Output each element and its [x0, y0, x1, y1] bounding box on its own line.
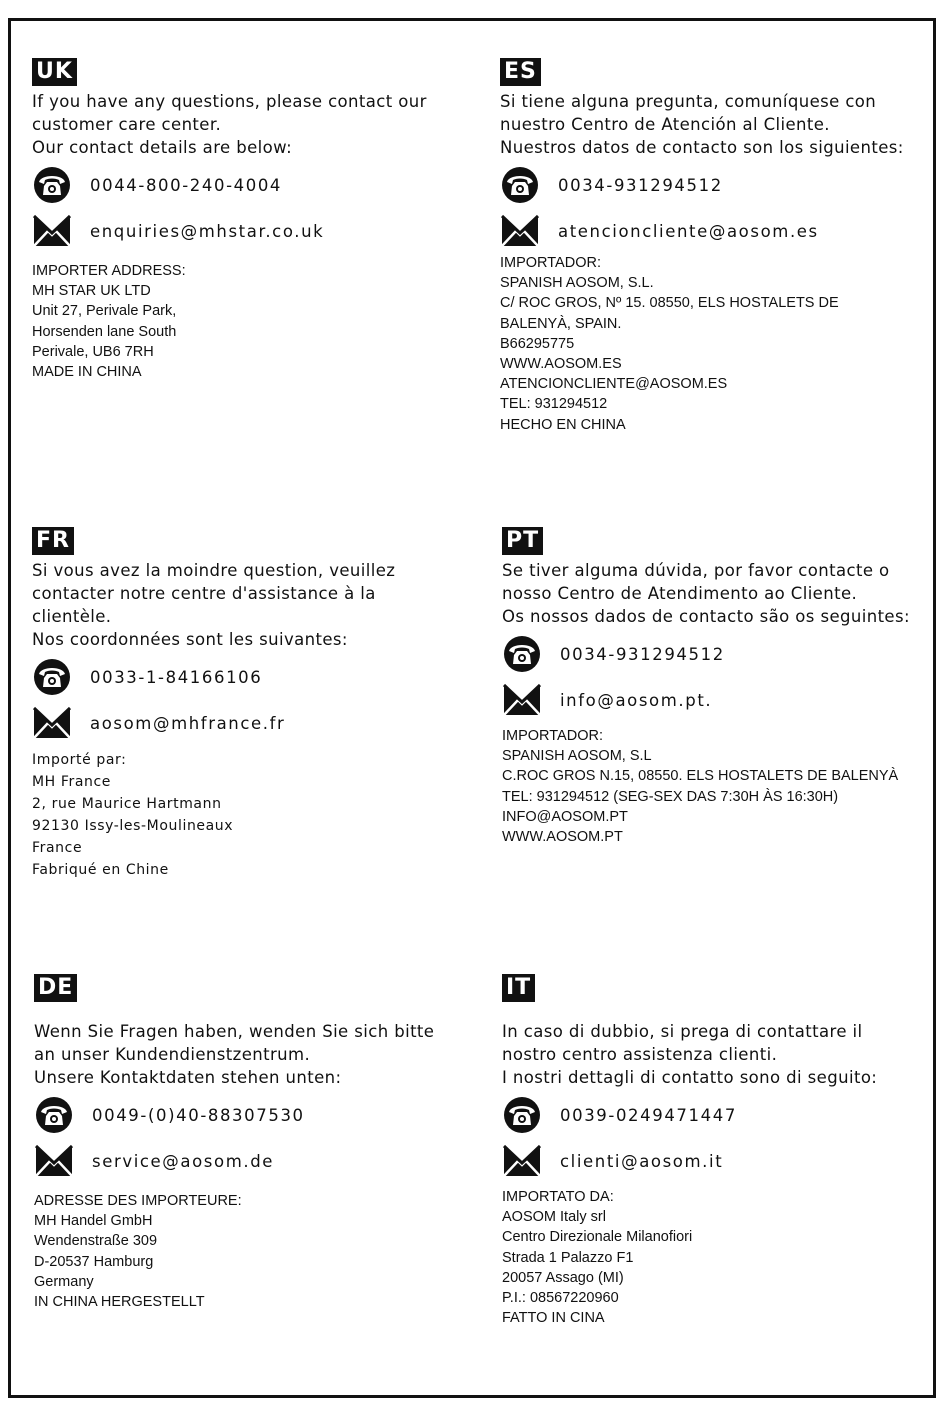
- contact-intro: [32, 90, 472, 159]
- phone-number[interactable]: 0033-1-84166106: [90, 667, 263, 687]
- intro-line: I nostri dettagli di contatto sono di seguito:: [502, 1068, 878, 1087]
- country-code-badge: ES: [500, 58, 541, 86]
- address-line: BALENYÀ, SPAIN.: [500, 315, 622, 332]
- email-row: [502, 680, 942, 720]
- envelope-icon: [502, 1143, 542, 1179]
- intro-line: Unsere Kontaktdaten stehen unten:: [34, 1068, 342, 1087]
- intro-line: Si vous avez la moindre question, veuillez: [32, 561, 396, 580]
- address-line: Germany: [34, 1273, 94, 1290]
- address-line: MH Handel GmbH: [34, 1213, 153, 1230]
- intro-line: If you have any questions, please contact our: [32, 92, 427, 111]
- phone-row: [502, 634, 942, 674]
- address-line: WWW.AOSOM.ES: [500, 356, 622, 373]
- address-line: AOSOM Italy srl: [502, 1209, 606, 1226]
- address-line: MH France: [32, 774, 112, 790]
- phone-number[interactable]: 0044-800-240-4004: [90, 175, 283, 195]
- intro-line: Nuestros datos de contacto son los siguientes:: [500, 138, 904, 157]
- telephone-icon: [502, 1097, 542, 1133]
- address-line: SPANISH AOSOM, S.L.: [500, 275, 654, 292]
- address-line: IMPORTER ADDRESS:: [32, 263, 186, 279]
- email-address[interactable]: enquiries@mhstar.co.uk: [90, 221, 325, 241]
- address-line: Fabriqué en Chine: [32, 862, 169, 878]
- intro-line: Our contact details are below:: [32, 138, 293, 157]
- envelope-icon: [502, 682, 542, 718]
- address-line: MADE IN CHINA: [32, 364, 142, 381]
- address-line: Horsenden lane South: [32, 323, 177, 340]
- phone-row: [32, 657, 472, 697]
- intro-line: Si tiene alguna pregunta, comuníquese con: [500, 92, 877, 111]
- address-line: IN CHINA HERGESTELLT: [34, 1294, 205, 1311]
- importer-address: [32, 749, 472, 881]
- telephone-icon: [32, 167, 72, 203]
- section-it: [502, 974, 942, 1328]
- address-line: ADRESSE DES IMPORTEURE:: [34, 1193, 242, 1209]
- phone-row: [500, 165, 940, 205]
- address-line: 20057 Assago (MI): [502, 1269, 624, 1286]
- intro-line: Se tiver alguma dúvida, por favor contacte o: [502, 561, 890, 580]
- address-line: ATENCIONCLIENTE@AOSOM.ES: [500, 376, 728, 393]
- intro-line: Os nossos dados de contacto são os seguintes:: [502, 607, 910, 626]
- address-line: C/ ROC GROS, Nº 15. 08550, ELS HOSTALETS DE: [500, 295, 839, 312]
- intro-line: customer care center.: [32, 115, 222, 134]
- intro-line: contacter notre centre d'assistance à la: [32, 584, 376, 603]
- envelope-icon: [34, 1143, 74, 1179]
- address-line: WWW.AOSOM.PT: [502, 829, 623, 846]
- address-line: Centro Direzionale Milanofiori: [502, 1229, 693, 1246]
- country-code-badge: PT: [502, 527, 543, 555]
- contact-intro: [34, 1020, 474, 1089]
- intro-line: In caso di dubbio, si prega di contattare il: [502, 1022, 863, 1041]
- country-code-badge: FR: [32, 527, 74, 555]
- address-line: France: [32, 840, 83, 856]
- phone-row: [34, 1095, 474, 1135]
- address-line: IMPORTADOR:: [502, 728, 603, 744]
- address-line: P.I.: 08567220960: [502, 1290, 619, 1307]
- email-row: [500, 211, 940, 251]
- address-line: Strada 1 Palazzo F1: [502, 1249, 634, 1266]
- section-es: [500, 58, 940, 435]
- contact-intro: [502, 559, 942, 628]
- telephone-icon: [500, 167, 540, 203]
- address-line: FATTO IN CINA: [502, 1310, 605, 1327]
- contact-intro: [32, 559, 472, 651]
- envelope-icon: [500, 213, 540, 249]
- email-address[interactable]: clienti@aosom.it: [560, 1151, 724, 1171]
- address-line: Perivale, UB6 7RH: [32, 343, 154, 360]
- intro-line: nuestro Centro de Atención al Cliente.: [500, 115, 830, 134]
- importer-address: [502, 1187, 942, 1328]
- envelope-icon: [32, 705, 72, 741]
- telephone-icon: [32, 659, 72, 695]
- address-line: Importé par:: [32, 752, 127, 768]
- email-row: [34, 1141, 474, 1181]
- email-address[interactable]: info@aosom.pt.: [560, 690, 713, 710]
- intro-line: nosso Centro de Atendimento ao Cliente.: [502, 584, 858, 603]
- envelope-icon: [32, 213, 72, 249]
- phone-row: [32, 165, 472, 205]
- address-line: C.ROC GROS N.15, 08550. ELS HOSTALETS DE BALENYÀ: [502, 768, 899, 785]
- intro-line: clientèle.: [32, 607, 112, 626]
- section-uk: [32, 58, 472, 382]
- telephone-icon: [34, 1097, 74, 1133]
- section-pt: [502, 527, 942, 847]
- address-line: MH STAR UK LTD: [32, 283, 151, 300]
- intro-line: an unser Kundendienstzentrum.: [34, 1045, 311, 1064]
- importer-address: [34, 1191, 474, 1312]
- address-line: B66295775: [500, 335, 575, 352]
- importer-address: [502, 726, 942, 847]
- email-row: [502, 1141, 942, 1181]
- email-address[interactable]: aosom@mhfrance.fr: [90, 713, 286, 733]
- address-line: Unit 27, Perivale Park,: [32, 303, 177, 320]
- intro-line: Wenn Sie Fragen haben, wenden Sie sich bitte: [34, 1022, 435, 1041]
- address-line: TEL: 931294512: [500, 396, 608, 413]
- section-fr: [32, 527, 472, 881]
- intro-line: Nos coordonnées sont les suivantes:: [32, 630, 348, 649]
- phone-number[interactable]: 0034-931294512: [558, 175, 723, 195]
- address-line: HECHO EN CHINA: [500, 416, 626, 433]
- address-line: IMPORTATO DA:: [502, 1189, 614, 1205]
- telephone-icon: [502, 636, 542, 672]
- importer-address: [32, 261, 472, 382]
- address-line: INFO@AOSOM.PT: [502, 808, 628, 825]
- country-code-badge: UK: [32, 58, 77, 86]
- contact-intro: [500, 90, 940, 159]
- email-row: [32, 703, 472, 743]
- contact-intro: [502, 1020, 942, 1089]
- address-line: D-20537 Hamburg: [34, 1253, 154, 1270]
- phone-row: [502, 1095, 942, 1135]
- importer-address: [500, 253, 940, 435]
- address-line: TEL: 931294512 (SEG-SEX DAS 7:30H ÀS 16:30H): [502, 788, 839, 805]
- phone-number[interactable]: 0039-0249471447: [560, 1105, 737, 1125]
- country-code-badge: IT: [502, 974, 535, 1002]
- address-line: 92130 Issy-les-Moulineaux: [32, 818, 234, 834]
- country-code-badge: DE: [34, 974, 77, 1002]
- address-line: 2, rue Maurice Hartmann: [32, 796, 222, 812]
- section-de: [34, 974, 474, 1312]
- phone-number[interactable]: 0049-(0)40-88307530: [92, 1105, 305, 1125]
- email-address[interactable]: service@aosom.de: [92, 1151, 275, 1171]
- address-line: IMPORTADOR:: [500, 255, 601, 271]
- address-line: Wendenstraße 309: [34, 1233, 158, 1250]
- email-row: [32, 211, 472, 251]
- address-line: SPANISH AOSOM, S.L: [502, 748, 652, 765]
- phone-number[interactable]: 0034-931294512: [560, 644, 725, 664]
- email-address[interactable]: atencioncliente@aosom.es: [558, 221, 819, 241]
- intro-line: nostro centro assistenza clienti.: [502, 1045, 778, 1064]
